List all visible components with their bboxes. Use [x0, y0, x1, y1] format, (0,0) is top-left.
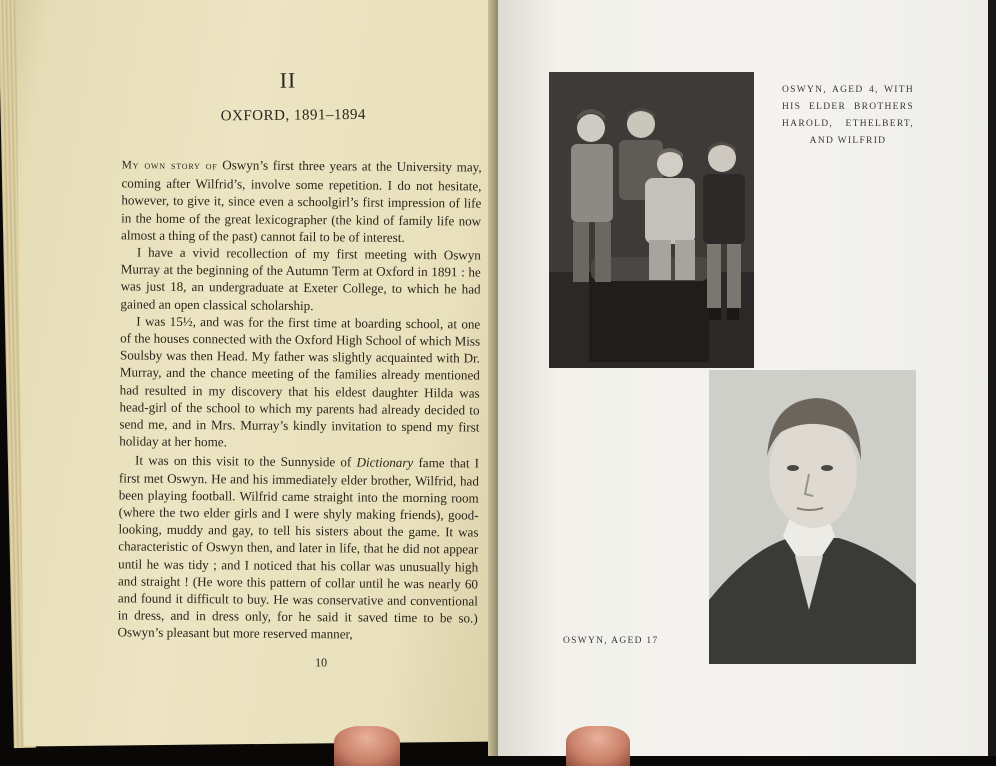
caption-oswyn-aged-17: OSWYN, AGED 17 — [563, 636, 659, 646]
photo-oswyn-aged-17-image — [709, 370, 916, 664]
body-text — [118, 155, 482, 644]
photo-four-brothers — [549, 72, 754, 368]
dictionary-italic: Dictionary — [356, 454, 414, 471]
caption-line-1: OSWYN, AGED 4, WITH — [782, 85, 914, 95]
caption-line-3: HAROLD, ETHELBERT, — [782, 119, 914, 129]
paragraph-1-text: Oswyn’s first three years at the University may, coming after Wilfrid’s, involve some repetition. I do not hesitate, however, to give it, since even a schoolgirl’s first impression of life in the home of the great lexicographer (the kind of family life now almost a thing of the past) cannot fail to be of interest. — [120, 157, 482, 245]
right-edge — [988, 0, 996, 756]
thumb-right — [566, 726, 630, 766]
paragraph-4-after: fame that I first met Oswyn. He and his immediately elder brother, Wilfrid, had been playing football. Wilfrid came straight into the morning room (where the two elder girls and I were shyly making friends), good-looking, muddy and gay, to tell his sisters about the game. It was characteristic of Oswyn then, and later in life, that he did not appear until he was tidy ; and I noticed that his collar was unusually high and straight ! (He wore this pattern of collar until he was nearly 60 and found it difficult to buy. He was conservative and conventional in dress, and in dress only, for he said it saved time to be so.) Oswyn’s pleasant but more reserved manner, — [117, 455, 480, 642]
chapter-number: II — [279, 67, 297, 93]
paragraph-3: I was 15½, and was for the first time at boarding school, at one of the houses connected with the Oxford High School of which Miss Soulsby was then Head. My father was slightly acquainted with Dr. Murray, and the chance meeting of the families already mentioned had resulted in my discovery that his eldest daughter Hilda was head-girl of the school to which my parents had already decided to send me, and in Mrs. Murray’s kindly invitation to spend my first holiday at her home. — [119, 313, 481, 450]
left-page — [16, 0, 502, 746]
caption-four-brothers — [782, 82, 914, 150]
paragraph-2: I have a vivid recollection of my first meeting with Oswyn Murray at the beginning of the Autumn Term at Oxford in 1891 : he was just 18, an undergraduate at Exeter College, to which he had gained an open classical scholarship. — [120, 244, 481, 313]
page-number: 10 — [314, 655, 328, 670]
paragraph-4-before: It was on this visit to the Sunnyside of — [135, 453, 357, 470]
opening-smallcaps: My own story of — [121, 159, 218, 173]
photo-four-brothers-image — [549, 72, 754, 368]
paragraph-4 — [118, 452, 480, 644]
paragraph-1 — [121, 155, 482, 246]
caption-line-2: HIS ELDER BROTHERS — [782, 102, 914, 112]
chapter-title: OXFORD, 1891–1894 — [220, 106, 367, 125]
caption-line-4: AND WILFRID — [809, 136, 887, 146]
photo-oswyn-aged-17 — [709, 370, 916, 664]
thumb-left — [334, 726, 400, 766]
